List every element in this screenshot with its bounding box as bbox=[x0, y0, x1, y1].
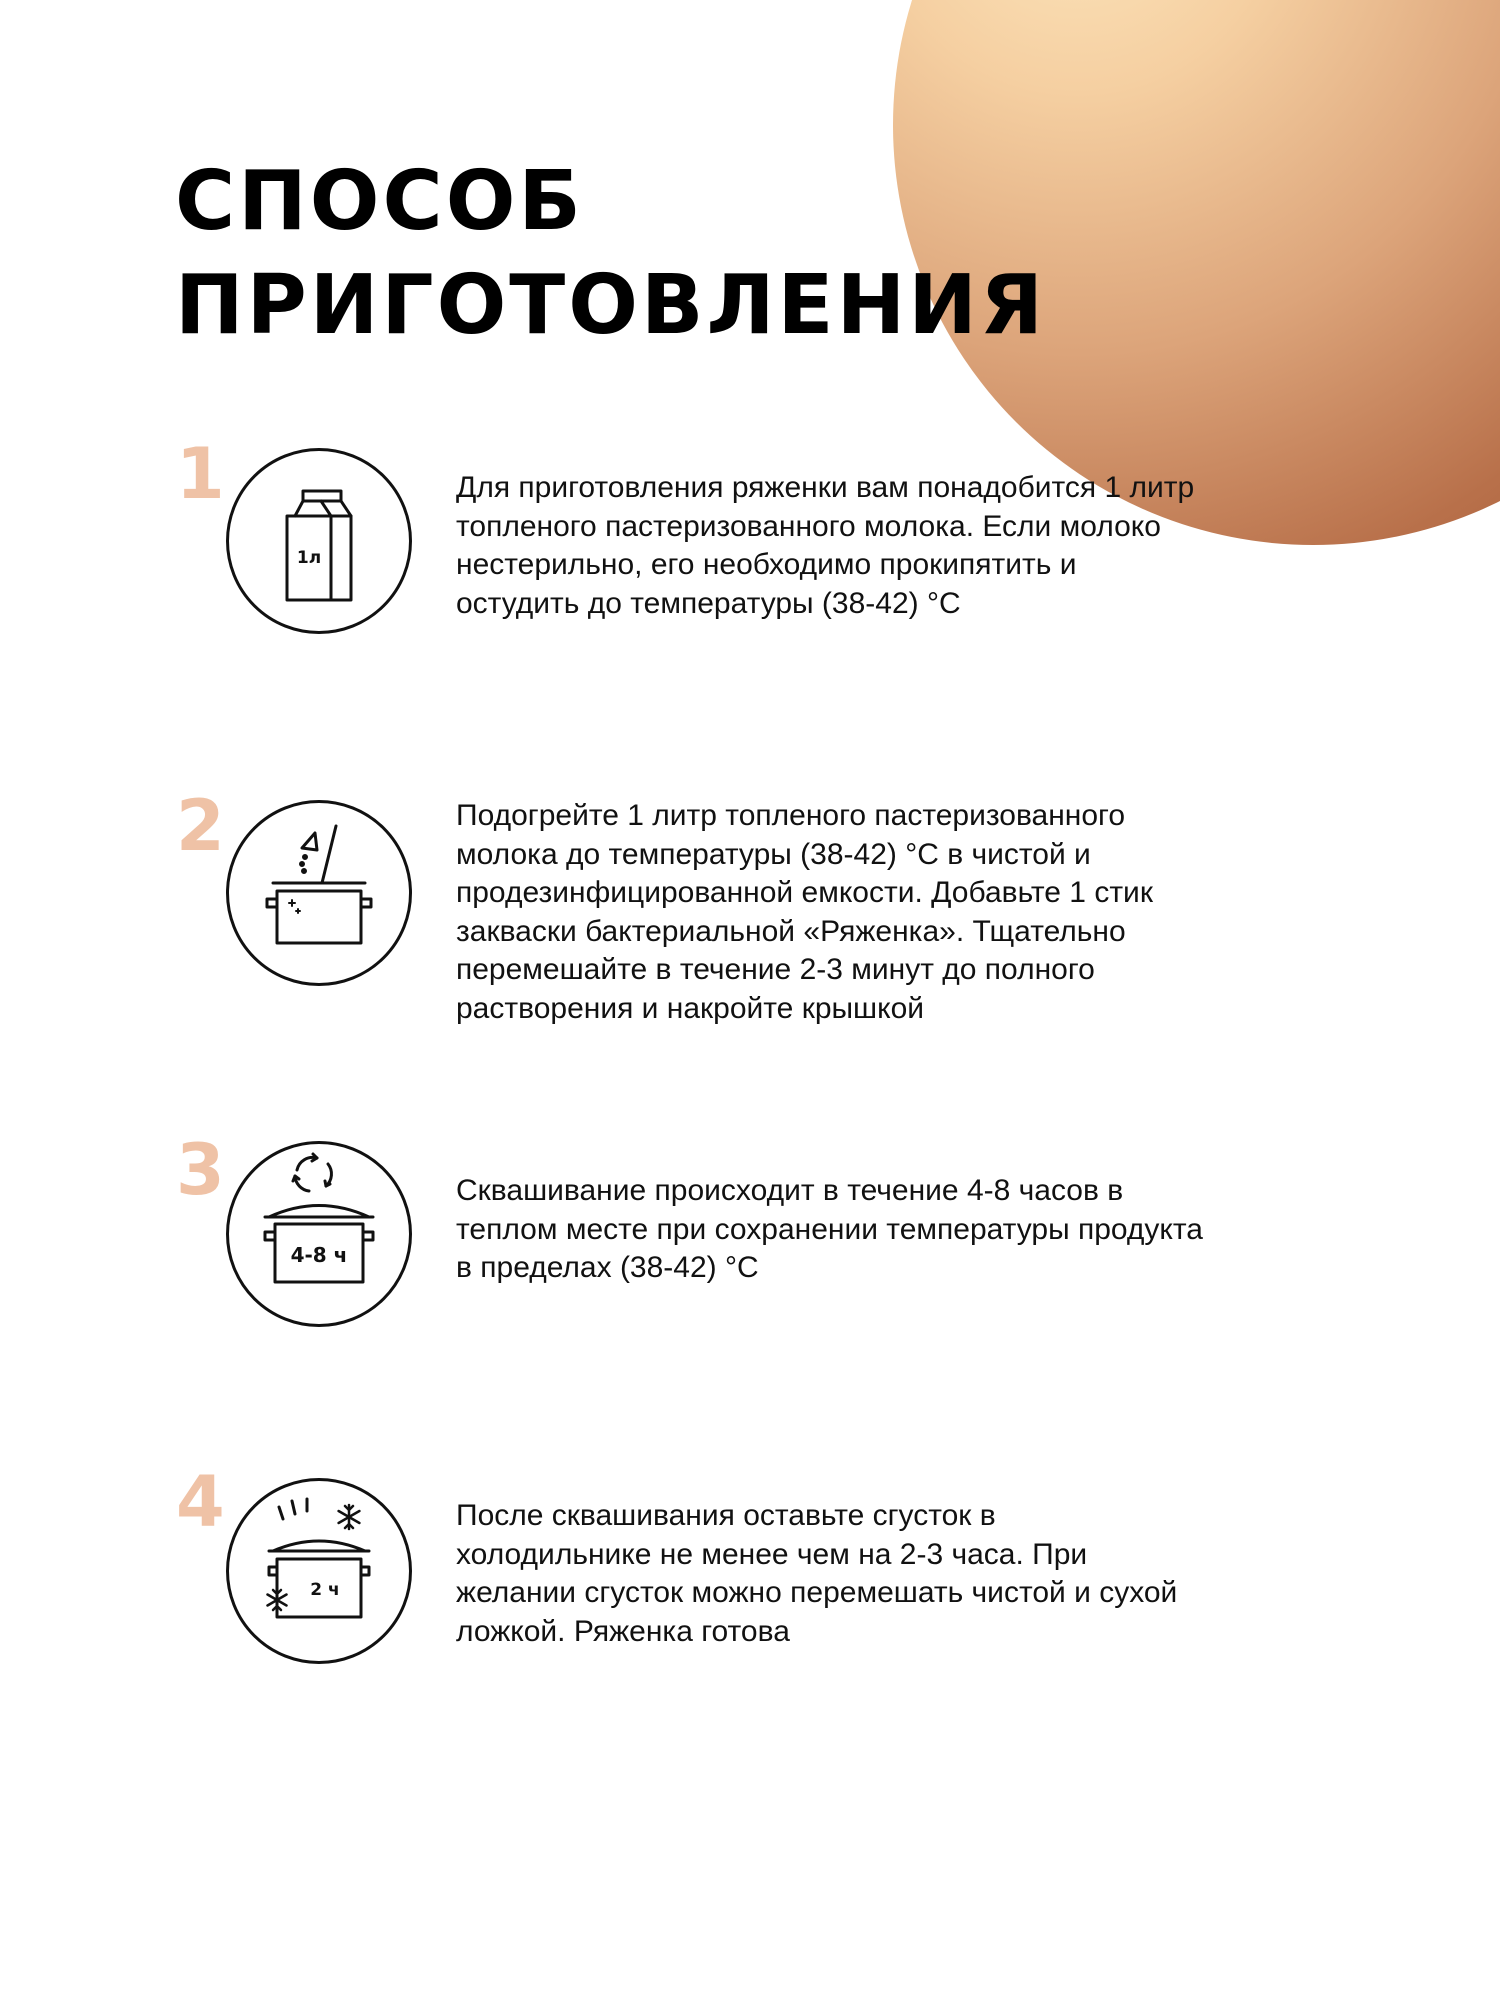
step-number: 3 bbox=[176, 1129, 225, 1211]
step-number: 4 bbox=[176, 1461, 225, 1543]
pot-with-timer-icon bbox=[226, 1141, 412, 1327]
step-2-text: Подогрейте 1 литр топленого пастеризованного молока до температуры (38-42) °С в чистой и продезинфицированной емкости. Добавьте 1 стик закваски бактериальной «Ряженка». Тщательно перемешайте в течение 2-3 минут до полного растворения и накройте крышкой bbox=[456, 799, 1153, 1025]
pot-timer-label: 4-8 ч bbox=[290, 1243, 348, 1267]
page-title-line-2: ПРИГОТОВЛЕНИЯ bbox=[175, 258, 1046, 353]
page-title-line-1: СПОСОБ bbox=[175, 154, 584, 249]
milk-carton-icon bbox=[226, 448, 412, 634]
step-number: 1 bbox=[176, 433, 225, 515]
step-1-text: Для приготовления ряженки вам понадобится 1 литр топленого пастеризованного молока. Если молоко нестерильно, его необходимо прокипятить и остудить до температуры (38-42) °С bbox=[456, 471, 1195, 620]
step-4-text: После сквашивания оставьте сгусток в холодильнике не менее чем на 2-3 часа. При желании сгусток можно перемешать чистой и сухой ложкой. Ряженка готова bbox=[456, 1499, 1178, 1648]
milk-carton-label: 1л bbox=[296, 548, 322, 568]
pot-with-spoon-icon bbox=[226, 800, 412, 986]
pot-with-snowflakes-icon bbox=[226, 1478, 412, 1664]
step-number: 2 bbox=[176, 785, 225, 867]
step-3-text: Сквашивание происходит в течение 4-8 часов в теплом месте при сохранении температуры продукта в пределах (38-42) °С bbox=[456, 1174, 1203, 1284]
page-title bbox=[175, 150, 1046, 358]
pot-timer-label: 2 ч bbox=[310, 1580, 340, 1600]
